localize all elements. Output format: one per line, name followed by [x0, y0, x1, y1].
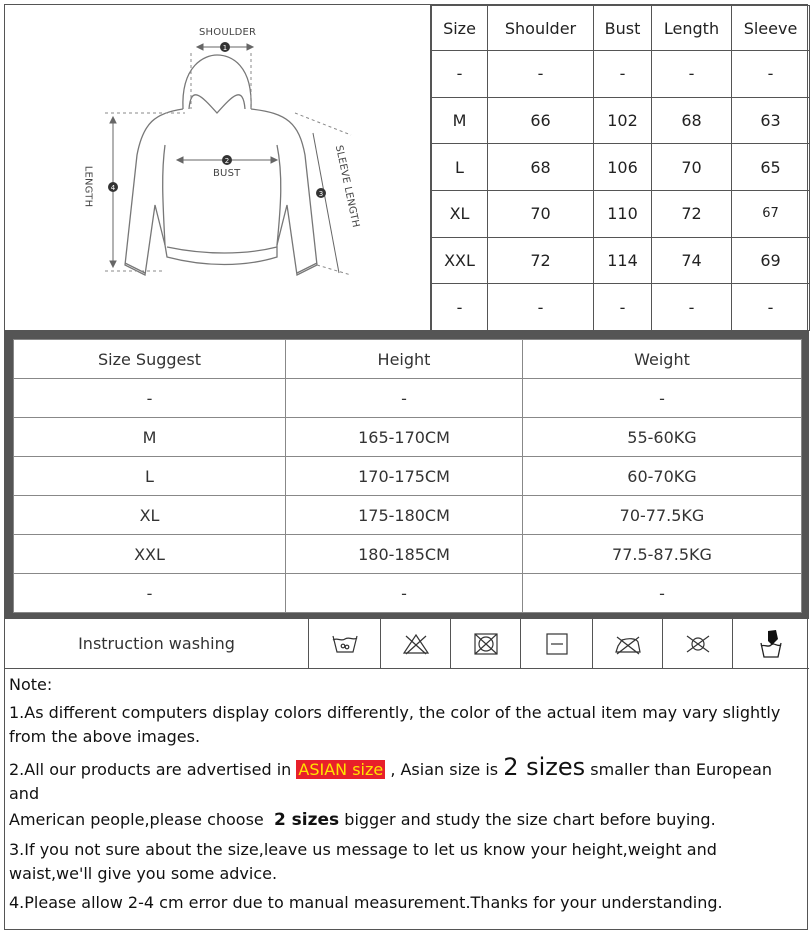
notes-section [9, 673, 805, 915]
table-row [432, 144, 810, 191]
note-1: 1.As different computers display colors differently, the color of the actual item may vary slightly from the above images. [9, 703, 781, 746]
table-cell: 69 [732, 237, 810, 284]
table-row [14, 535, 802, 574]
table-cell: - [732, 284, 810, 331]
hand-wash-30-icon [309, 619, 381, 668]
note-2-text-e: bigger and study the size chart before buying. [344, 810, 716, 829]
note-2-text-b: , Asian size is [390, 760, 499, 779]
table-cell: 74 [652, 237, 732, 284]
table-cell: - [286, 379, 523, 418]
table-cell: - [652, 51, 732, 98]
table-cell: 70 [488, 191, 594, 238]
marker-1: 1 [222, 44, 228, 52]
table-cell: 70-77.5KG [523, 496, 802, 535]
header-size-suggest: Size Suggest [14, 340, 286, 379]
size-chart [4, 4, 808, 930]
no-iron-icon [593, 619, 663, 668]
dry-flat-icon [521, 619, 593, 668]
header-weight: Weight [523, 340, 802, 379]
table-cell: L [14, 457, 286, 496]
table-cell: XXL [432, 237, 488, 284]
marker-4: 4 [110, 184, 116, 192]
measurement-section [5, 5, 809, 331]
shoulder-label: SHOULDER [199, 27, 257, 38]
table-cell: XL [14, 496, 286, 535]
size-suggest-section [5, 331, 809, 619]
notes-title: Note: [9, 675, 53, 694]
table-cell: XXL [14, 535, 286, 574]
table-cell: 110 [594, 191, 652, 238]
table-cell: - [732, 51, 810, 98]
table-row [14, 496, 802, 535]
table-cell: - [594, 51, 652, 98]
marker-2: 2 [224, 157, 230, 165]
table-cell: 55-60KG [523, 418, 802, 457]
table-cell: 72 [652, 191, 732, 238]
header-height: Height [286, 340, 523, 379]
table-cell: - [594, 284, 652, 331]
table-cell: L [432, 144, 488, 191]
suggest-table-header [14, 340, 802, 379]
table-cell: - [523, 574, 802, 613]
table-cell: M [432, 97, 488, 144]
table-cell: 165-170CM [286, 418, 523, 457]
size-suggest-table [13, 339, 802, 613]
table-cell: - [286, 574, 523, 613]
table-cell: 67 [732, 191, 810, 238]
table-cell: 72 [488, 237, 594, 284]
table-cell: - [432, 284, 488, 331]
marker-3: 3 [318, 190, 324, 198]
table-cell: 175-180CM [286, 496, 523, 535]
header-bust: Bust [594, 6, 652, 51]
bust-label: BUST [213, 168, 241, 179]
table-cell: - [523, 379, 802, 418]
table-row [14, 457, 802, 496]
note-2-text-a: 2.All our products are advertised in [9, 760, 292, 779]
length-label: LENGTH [82, 165, 94, 208]
hoodie-diagram [5, 5, 431, 331]
table-row [14, 379, 802, 418]
size-table [431, 5, 810, 331]
washing-instructions [5, 619, 809, 669]
note-2-text-d: American people,please choose [9, 810, 264, 829]
table-cell: 66 [488, 97, 594, 144]
table-cell: - [14, 574, 286, 613]
table-cell: 102 [594, 97, 652, 144]
header-length: Length [652, 6, 732, 51]
note-2-text-c: smaller than European and [9, 760, 773, 803]
table-cell: - [14, 379, 286, 418]
no-tumble-dry-icon [451, 619, 521, 668]
table-row [14, 574, 802, 613]
table-row [432, 97, 810, 144]
table-row [432, 51, 810, 98]
table-cell: XL [432, 191, 488, 238]
note-3: 3.If you not sure about the size,leave us message to let us know your height,weight and waist,we'll give you some advice. [9, 840, 717, 883]
table-cell: - [488, 284, 594, 331]
table-cell: 68 [652, 97, 732, 144]
table-cell: 65 [732, 144, 810, 191]
table-cell: 70 [652, 144, 732, 191]
note-2 [9, 755, 805, 806]
no-bleach-icon [381, 619, 451, 668]
asian-size-highlight: ASIAN size [298, 760, 384, 779]
two-sizes-emphasis: 2 sizes [503, 753, 586, 781]
header-shoulder: Shoulder [488, 6, 594, 51]
table-cell: - [652, 284, 732, 331]
two-sizes-bold: 2 sizes [273, 810, 340, 830]
table-cell: 77.5-87.5KG [523, 535, 802, 574]
table-cell: - [432, 51, 488, 98]
table-cell: 114 [594, 237, 652, 284]
table-row [432, 284, 810, 331]
table-cell: 170-175CM [286, 457, 523, 496]
table-cell: 180-185CM [286, 535, 523, 574]
note-4: 4.Please allow 2-4 cm error due to manual measurement.Thanks for your understanding. [9, 893, 723, 912]
table-cell: M [14, 418, 286, 457]
hand-wash-icon [733, 619, 809, 668]
washing-label: Instruction washing [5, 619, 309, 668]
header-size: Size [432, 6, 488, 51]
size-table-header [432, 6, 810, 51]
note-2-continued [9, 808, 805, 832]
table-cell: 68 [488, 144, 594, 191]
no-dry-clean-icon [663, 619, 733, 668]
header-sleeve: Sleeve [732, 6, 810, 51]
table-cell: 106 [594, 144, 652, 191]
sleeve-length-label: SLEEVE LENGTH [332, 144, 362, 229]
table-row [14, 418, 802, 457]
table-cell: - [488, 51, 594, 98]
table-row [432, 237, 810, 284]
table-cell: 63 [732, 97, 810, 144]
table-row [432, 191, 810, 238]
table-cell: 60-70KG [523, 457, 802, 496]
